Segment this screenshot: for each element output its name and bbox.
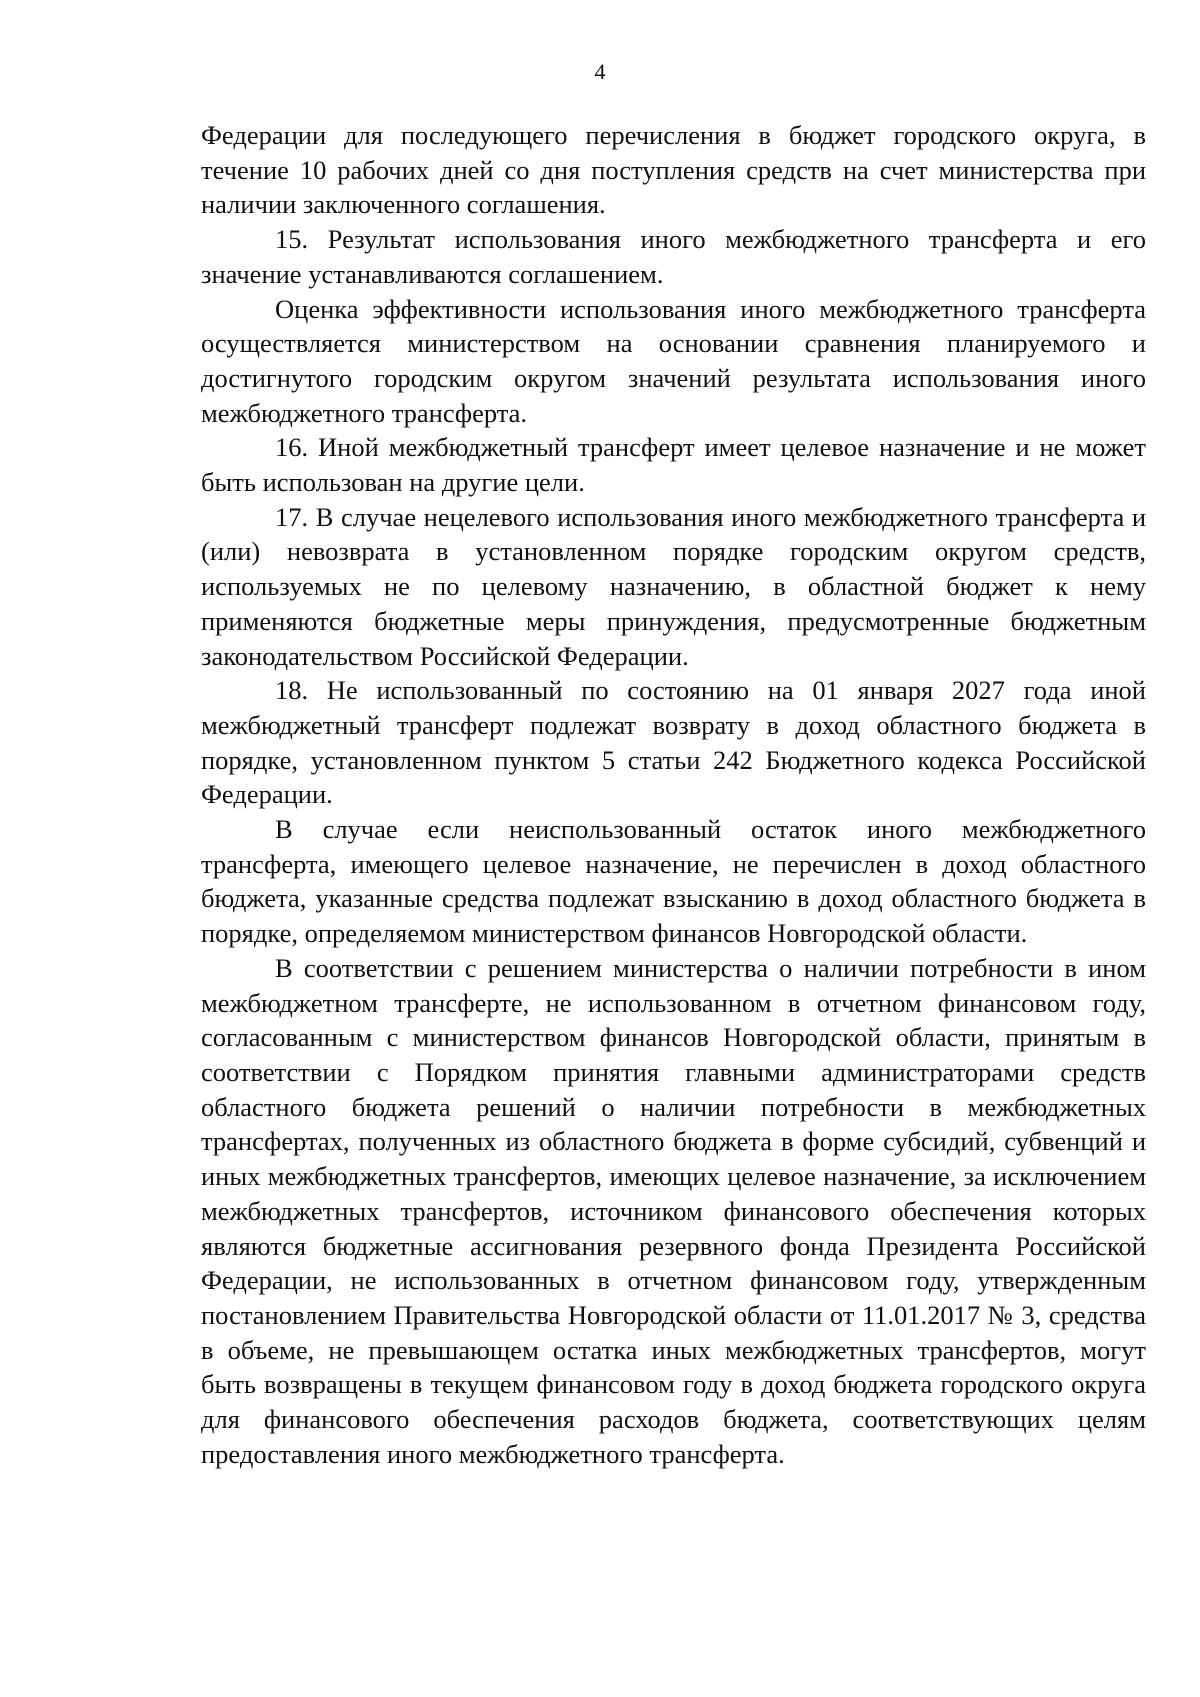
paragraph-effectiveness-assessment: Оценка эффективности использования иного межбюджетного трансферта осуществляется министерством на основании сравнения планируемого и достигнутого городским округом значений результата использования иного межбюджетного трансферта. xyxy=(201,293,1146,428)
paragraph-unused-balance: В случае если неиспользованный остаток иного межбюджетного трансферта, имеющего целевое назначение, не перечислен в доход областного бюджета, указанные средства подлежат взысканию в доход областного бюджета в порядке, определяемом министерством финансов Новгородской области. xyxy=(201,814,1146,949)
page-number: 4 xyxy=(594,59,606,84)
paragraph-continuation: Федерации для последующего перечисления в бюджет городского округа, в течение 10 рабочих дней со дня поступления средств на счет министерства при наличии заключенного соглашения. xyxy=(201,120,1146,220)
paragraph-return-decision: В соответствии с решением министерства о наличии потребности в ином межбюджетном трансферте, не использованном в отчетном финансовом году, согласованным с министерством финансов Новгородской области, принятым в соответствии с Порядком принятия главными администраторами средств областного бюджета решений о наличии потребности в межбюджетных трансфертах, полученных из областного бюджета в форме субсидий, субвенций и иных межбюджетных трансфертов, имеющих целевое назначение, за исключением межбюджетных трансфертов, источником финансового обеспечения которых являются бюджетные ассигнования резервного фонда Президента Российской Федерации, не использованных в отчетном финансовом году, утвержденным постановлением Правительства Новгородской области от 11.01.2017 № 3, средства в объеме, не превышающем остатка иных межбюджетных трансфертов, могут быть возвращены в текущем финансовом году в доход бюджета городского округа для финансового обеспечения расходов бюджета, соответствующих целям предоставления иного межбюджетного трансферта. xyxy=(201,952,1146,1469)
paragraph-item-16: 16. Иной межбюджетный трансферт имеет целевое назначение и не может быть использован на другие цели. xyxy=(201,432,1146,498)
paragraph-item-15: 15. Результат использования иного межбюджетного трансферта и его значение устанавливаются соглашением. xyxy=(201,224,1146,289)
paragraph-item-18: 18. Не использованный по состоянию на 01 января 2027 года иной межбюджетный трансферт подлежат возврату в доход областного бюджета в порядке, установленном пунктом 5 статьи 242 Бюджетного кодекса Российской Федерации. xyxy=(201,675,1146,810)
document-body xyxy=(201,118,1146,1471)
paragraph-item-17: 17. В случае нецелевого использования иного межбюджетного трансферта и (или) невозврата в установленном порядке городским округом средств, используемых не по целевому назначению, в областной бюджет к нему применяются бюджетные меры принуждения, предусмотренные бюджетным законодательством Российской Федерации. xyxy=(201,501,1146,671)
